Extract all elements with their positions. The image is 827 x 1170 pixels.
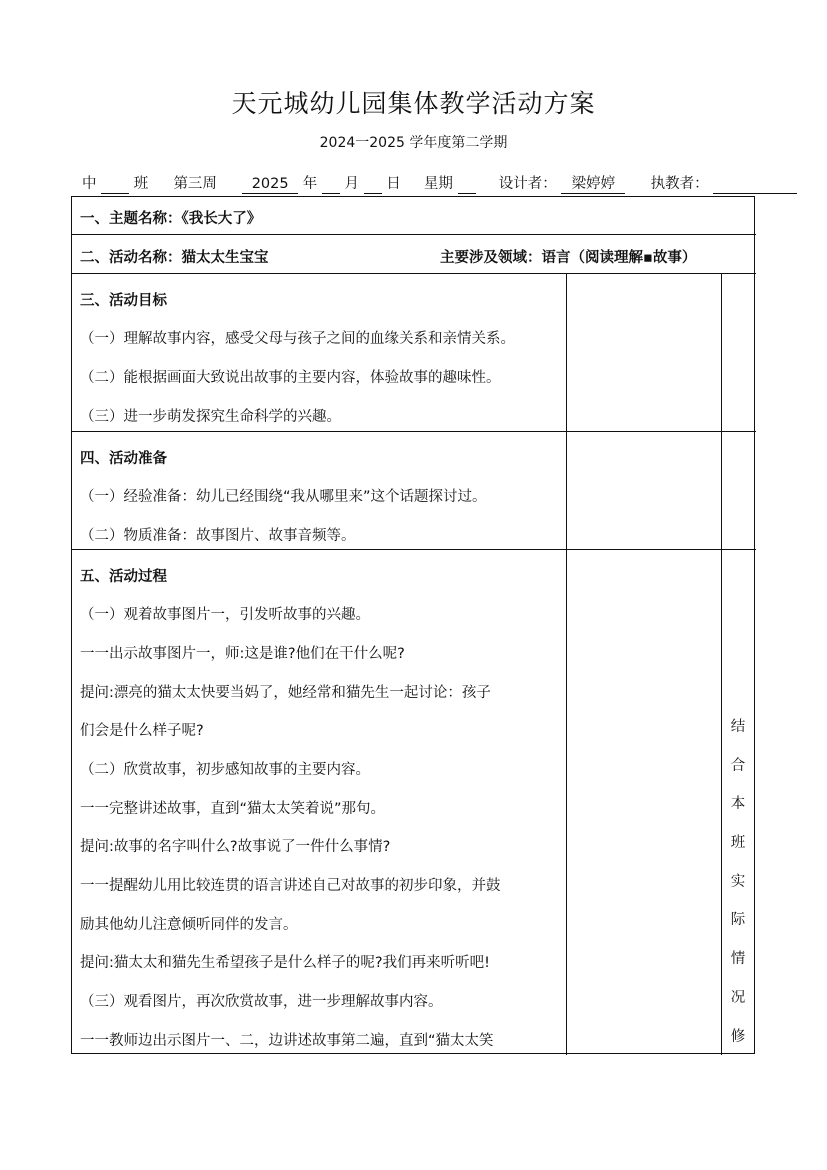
designer-field[interactable]: 梁婷婷 — [561, 175, 625, 194]
prep-row — [72, 432, 756, 550]
revision-note-char: 况 — [730, 989, 746, 1006]
process-line: 一一出示故事图片一，师:这是谁?他们在干什么呢? — [80, 646, 405, 662]
process-line: （三）观看图片，再次欣赏故事，进一步理解故事内容。 — [80, 994, 443, 1010]
revision-note-char: 合 — [730, 757, 746, 774]
revision-note-char: 结 — [730, 719, 746, 735]
teacher-label: 执教者： — [650, 176, 709, 192]
process-line: 们会是什么样子呢? — [80, 723, 204, 739]
activity-name: 二、活动名称：猫太太生宝宝 — [80, 250, 269, 266]
process-line: 提问:漂亮的猫太太快要当妈了，她经常和猫先生一起讨论：孩子 — [80, 685, 491, 701]
activity-row — [72, 235, 756, 274]
week-label: 第三周 — [173, 176, 217, 192]
designer-label: 设计者： — [498, 176, 557, 192]
process-line: 提问:故事的名字叫什么?故事说了一件什么事情? — [80, 839, 391, 855]
semester-subtitle: 2024一2025 学年度第二学期 — [319, 135, 508, 151]
process-heading: 五、活动过程 — [80, 569, 167, 585]
goal-item: （一）理解故事内容，感受父母与孩子之间的血缘关系和亲情关系。 — [80, 331, 515, 347]
goal-item: （三）进一步萌发探究生命科学的兴趣。 — [80, 409, 341, 425]
theme-name: 一、主题名称：《我长大了》 — [80, 211, 262, 227]
weekday-blank[interactable] — [458, 175, 476, 194]
class-prefix: 中 — [82, 176, 97, 192]
document-title: 天元城幼儿园集体教学活动方案 — [231, 89, 596, 118]
day-blank[interactable] — [364, 175, 382, 194]
day-unit: 日 — [386, 176, 401, 192]
revision-note — [722, 717, 754, 1065]
process-row — [72, 550, 756, 1055]
month-unit: 月 — [344, 176, 359, 192]
class-blank[interactable] — [101, 175, 129, 194]
goals-row — [72, 274, 756, 432]
info-line — [82, 172, 762, 194]
activity-domain: 主要涉及领域：语言（阅读理解▪故事） — [440, 250, 697, 266]
process-line: （一）观着故事图片一，引发听故事的兴趣。 — [80, 607, 370, 623]
revision-note-char: 本 — [730, 796, 746, 813]
weekday-label: 星期 — [423, 176, 453, 192]
process-line: 一一提醒幼儿用比较连贯的语言讲述自己对故事的初步印象，并鼓 — [80, 878, 501, 894]
revision-note-char: 际 — [730, 912, 746, 929]
year-unit: 年 — [302, 176, 318, 192]
theme-row — [72, 197, 756, 235]
revision-note-char: 修 — [730, 1028, 746, 1045]
process-line: 提问:猫太太和猫先生希望孩子是什么样子的呢?我们再来听听吧! — [80, 955, 490, 971]
revision-note-char: 情 — [730, 951, 746, 968]
process-line: 励其他幼儿注意倾听同伴的发言。 — [80, 917, 298, 933]
prep-item: （一）经验准备：幼儿已经围绕“我从哪里来”这个话题探讨过。 — [80, 489, 487, 505]
prep-heading: 四、活动准备 — [80, 451, 167, 467]
goals-heading: 三、活动目标 — [80, 293, 167, 309]
prep-item: （二）物质准备：故事图片、故事音频等。 — [80, 528, 356, 544]
goal-item: （二）能根据画面大致说出故事的主要内容，体验故事的趣味性。 — [80, 370, 501, 386]
process-line: 一一教师边出示图片一、二，边讲述故事第二遍，直到“猫太太笑 — [80, 1033, 494, 1049]
year-field[interactable]: 2025 — [242, 175, 298, 194]
lesson-plan-table — [71, 196, 755, 1054]
month-blank[interactable] — [322, 175, 340, 194]
class-suffix: 班 — [133, 176, 149, 192]
process-line: 一一完整讲述故事，直到“猫太太笑着说”那句。 — [80, 801, 386, 817]
revision-note-char: 实 — [730, 873, 746, 890]
process-line: （二）欣赏故事，初步感知故事的主要内容。 — [80, 762, 370, 778]
revision-note-char: 班 — [730, 835, 746, 852]
teacher-blank[interactable] — [713, 175, 797, 194]
column-divider — [566, 274, 567, 1055]
